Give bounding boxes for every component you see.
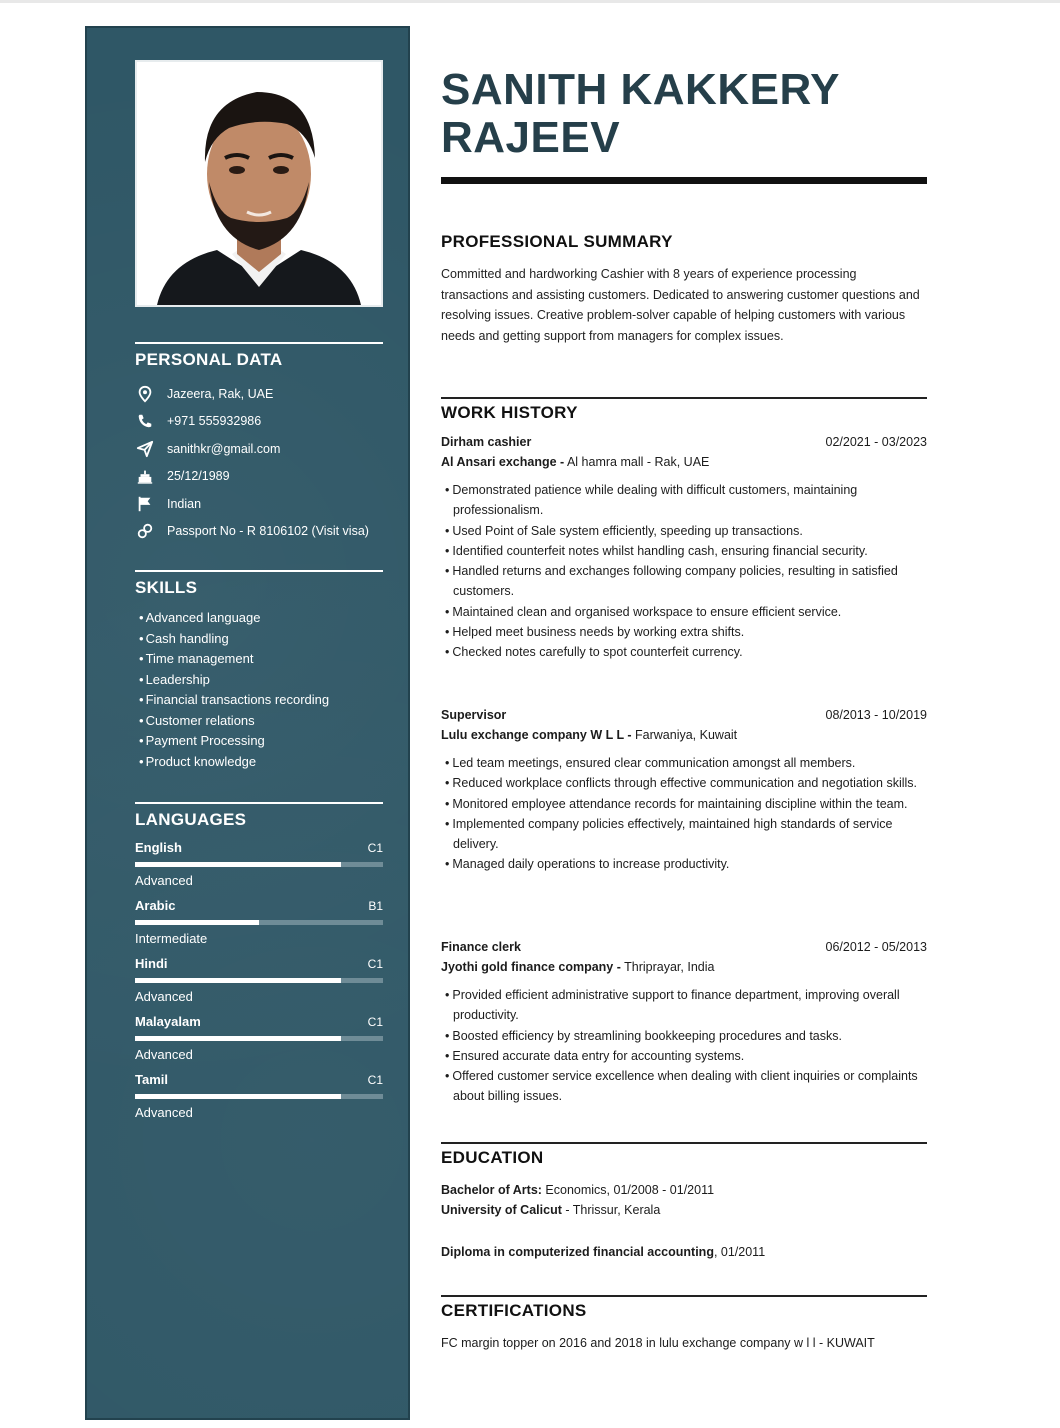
- certification-text: FC margin topper on 2016 and 2018 in lulu exchange company w l l - KUWAIT: [441, 1336, 875, 1350]
- company-location: Thriprayar, India: [620, 960, 715, 974]
- language-proficiency-fill: [135, 1036, 341, 1041]
- birthdate-row: [135, 463, 383, 491]
- section-divider: [441, 397, 927, 399]
- language-name: Tamil: [135, 1072, 168, 1087]
- nationality-row: [135, 490, 383, 518]
- certifications-section: [441, 1295, 927, 1353]
- list-item: • Led team meetings, ensured clear communication amongst all members.: [441, 753, 927, 773]
- language-item: [135, 840, 383, 898]
- diploma-date: , 01/2011: [713, 1245, 766, 1259]
- education-section: [441, 1142, 927, 1262]
- language-description: Intermediate: [135, 931, 208, 946]
- job-title: Finance clerk: [441, 940, 521, 954]
- languages-title: LANGUAGES: [135, 810, 247, 829]
- language-description: Advanced: [135, 873, 193, 888]
- language-level: C1: [367, 1073, 383, 1087]
- list-item: • Offered customer service excellence when dealing with client inquiries or complaints about billing issues.: [441, 1066, 927, 1107]
- candidate-name-line2: RAJEEV: [441, 113, 621, 162]
- work-history-section: [441, 397, 927, 435]
- language-level: B1: [368, 899, 383, 913]
- section-divider: [441, 1142, 927, 1144]
- language-proficiency-fill: [135, 1094, 341, 1099]
- language-proficiency-fill: [135, 862, 341, 867]
- top-divider: [0, 0, 1060, 3]
- languages-section: [135, 802, 383, 1130]
- skill-item: • Time management: [135, 649, 383, 670]
- location-pin-icon: [135, 384, 155, 404]
- personal-data-section: [135, 342, 383, 545]
- language-level: C1: [367, 841, 383, 855]
- section-divider: [135, 570, 383, 572]
- education-title: EDUCATION: [441, 1148, 544, 1167]
- list-item: • Ensured accurate data entry for accounting systems.: [441, 1046, 927, 1066]
- language-proficiency-bar: [135, 978, 383, 983]
- list-item: • Handled returns and exchanges following company policies, resulting in satisfied customers.: [441, 561, 927, 602]
- language-level: C1: [367, 1015, 383, 1029]
- name-divider: [441, 177, 927, 184]
- job-entry: [441, 937, 927, 1107]
- university-line: [441, 1200, 927, 1220]
- degree-detail: Economics, 01/2008 - 01/2011: [541, 1183, 715, 1197]
- language-description: Advanced: [135, 1105, 193, 1120]
- university-name: University of Calicut: [441, 1203, 562, 1217]
- candidate-name: [441, 66, 840, 162]
- language-item: [135, 956, 383, 1014]
- language-proficiency-fill: [135, 978, 341, 983]
- list-item: • Monitored employee attendance records for maintaining discipline within the team.: [441, 794, 927, 814]
- language-description: Advanced: [135, 1047, 193, 1062]
- email-row: [135, 435, 383, 463]
- job-dates: 06/2012 - 05/2013: [825, 940, 927, 954]
- work-history-title: WORK HISTORY: [441, 403, 578, 422]
- skills-title: SKILLS: [135, 578, 198, 597]
- diploma-name: Diploma in computerized financial accounting: [441, 1245, 714, 1259]
- address-text: Jazeera, Rak, UAE: [167, 386, 274, 401]
- section-divider: [135, 342, 383, 344]
- list-item: • Helped meet business needs by working extra shifts.: [441, 622, 927, 642]
- section-divider: [441, 1295, 927, 1297]
- list-item: • Identified counterfeit notes whilst handling cash, ensuring financial security.: [441, 541, 927, 561]
- language-proficiency-bar: [135, 1036, 383, 1041]
- diploma-line: [441, 1242, 927, 1262]
- company-name: Jyothi gold finance company -: [441, 960, 621, 974]
- language-name: Malayalam: [135, 1014, 201, 1029]
- job-dates: 02/2021 - 03/2023: [825, 435, 927, 449]
- language-item: [135, 1072, 383, 1130]
- summary-title: PROFESSIONAL SUMMARY: [441, 232, 673, 251]
- job-entry: [441, 432, 927, 663]
- professional-summary-section: [441, 228, 927, 346]
- list-item: • Maintained clean and organised workspace to ensure efficient service.: [441, 602, 927, 622]
- skill-item: • Financial transactions recording: [135, 690, 383, 711]
- passport-text: Passport No - R 8106102 (Visit visa): [167, 524, 369, 539]
- language-name: Arabic: [135, 898, 176, 913]
- language-name: English: [135, 840, 182, 855]
- skill-item: • Payment Processing: [135, 731, 383, 752]
- language-proficiency-bar: [135, 1094, 383, 1099]
- job-entry: [441, 705, 927, 875]
- skills-section: [135, 570, 383, 772]
- passport-row: [135, 518, 383, 546]
- phone-text: +971 555932986: [167, 414, 262, 429]
- list-item: • Implemented company policies effectively, maintained high standards of service delivery.: [441, 814, 927, 855]
- university-location: - Thrissur, Kerala: [561, 1203, 661, 1217]
- sidebar: [85, 26, 410, 1420]
- phone-row: [135, 408, 383, 436]
- job-bullets: [441, 985, 927, 1107]
- list-item: • Used Point of Sale system efficiently, speeding up transactions.: [441, 521, 927, 541]
- language-level: C1: [367, 957, 383, 971]
- send-icon: [135, 439, 155, 459]
- skill-item: • Product knowledge: [135, 752, 383, 773]
- birthday-cake-icon: [135, 466, 155, 486]
- certifications-title: CERTIFICATIONS: [441, 1301, 587, 1320]
- address-row: [135, 380, 383, 408]
- language-proficiency-bar: [135, 920, 383, 925]
- language-item: [135, 1014, 383, 1072]
- language-proficiency-fill: [135, 920, 259, 925]
- list-item: • Checked notes carefully to spot counterfeit currency.: [441, 642, 927, 662]
- phone-icon: [135, 411, 155, 431]
- company-location: Farwaniya, Kuwait: [631, 728, 738, 742]
- job-title: Supervisor: [441, 708, 507, 722]
- company-location: Al hamra mall - Rak, UAE: [564, 455, 710, 469]
- person-portrait-icon: [137, 62, 381, 305]
- skill-item: • Advanced language: [135, 608, 383, 629]
- language-name: Hindi: [135, 956, 168, 971]
- skill-item: • Leadership: [135, 670, 383, 691]
- birthdate-text: 25/12/1989: [167, 469, 230, 484]
- summary-text: Committed and hardworking Cashier with 8 years of experience processing transactions and assisting customers. Dedicated to answering customer questions and resolving issues. Creative problem-solver capable of helping customers with various needs and getting support from managers for complex issues.: [441, 267, 920, 343]
- profile-photo: [135, 60, 383, 307]
- candidate-name-line1: SANITH KAKKERY: [441, 65, 840, 114]
- degree-line: [441, 1180, 927, 1200]
- language-proficiency-bar: [135, 862, 383, 867]
- list-item: • Provided efficient administrative support to finance department, improving overall productivity.: [441, 985, 927, 1026]
- section-divider: [135, 802, 383, 804]
- job-title: Dirham cashier: [441, 435, 532, 449]
- personal-data-title: PERSONAL DATA: [135, 350, 283, 369]
- language-description: Advanced: [135, 989, 193, 1004]
- list-item: • Managed daily operations to increase productivity.: [441, 854, 927, 874]
- list-item: • Demonstrated patience while dealing with difficult customers, maintaining professionalism.: [441, 480, 927, 521]
- language-item: [135, 898, 383, 956]
- job-bullets: [441, 753, 927, 875]
- company-name: Lulu exchange company W L L -: [441, 728, 632, 742]
- nationality-text: Indian: [167, 496, 202, 511]
- company-name: Al Ansari exchange -: [441, 455, 565, 469]
- skill-item: • Customer relations: [135, 711, 383, 732]
- skill-item: • Cash handling: [135, 629, 383, 650]
- list-item: • Boosted efficiency by streamlining bookkeeping procedures and tasks.: [441, 1026, 927, 1046]
- degree-label: Bachelor of Arts:: [441, 1183, 542, 1197]
- job-bullets: [441, 480, 927, 663]
- job-dates: 08/2013 - 10/2019: [825, 708, 927, 722]
- flag-icon: [135, 494, 155, 514]
- email-text: sanithkr@gmail.com: [167, 441, 281, 456]
- list-item: • Reduced workplace conflicts through effective communication and negotiation skills.: [441, 773, 927, 793]
- link-icon: [135, 521, 155, 541]
